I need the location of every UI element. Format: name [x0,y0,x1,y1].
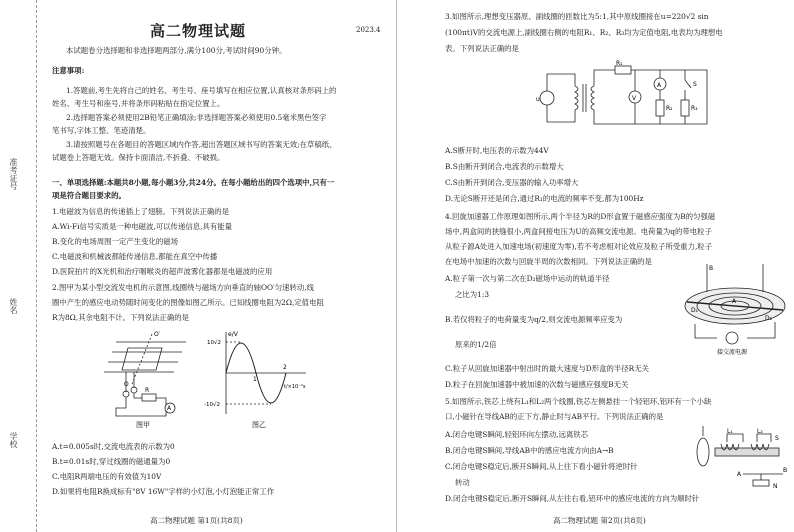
fig-label: A [737,471,742,478]
graph-ylabel: e/V [228,331,238,338]
name-label: 姓名 [9,298,18,314]
q4-option-c: C.粒子从回旋加速器中射出时的最大速度与D形盒的半径R无关 [445,364,649,373]
fig-a-caption: 图甲 [136,421,150,429]
q4-option-d: D.粒子在回旋加速器中被加速的次数与磁感应强度B无关 [445,380,629,389]
q3-stem: 表。下列说法正确的是 [445,44,519,53]
q3-stem: (100πt)V的交流电源上,副线圈右侧的电阻R₁、R₂、R₃均为定值电阻,电表均为理想电 [445,28,723,37]
q5-option-c: C.闭合电键S稳定后,断开S瞬间,从上往下看小磁针将逆时针 [445,462,638,471]
q1-stem: 1.电磁波为信息的传递插上了翅膀。下列说法正确的是 [52,207,230,216]
graph-tick: 1 [253,376,257,383]
fig-label: u [536,96,540,103]
notice-line: 笔书写,字体工整、笔迹清楚。 [52,126,151,135]
q4-option-b-cont: 原来的1/2倍 [455,340,497,349]
magnetic-field-label: B [709,265,714,272]
q4-stem: 在电场中加速的次数与回旋半周的次数相同。下列说法正确的是 [445,257,652,266]
binding-gutter [0,0,37,532]
fig-label: O [124,381,129,388]
q2-stem: R为8Ω,其余电阻不计。下列说法正确的是 [52,313,189,322]
fig-label: A [732,298,737,305]
exam-title: 高二物理试题 [150,22,247,40]
q4-stem: 4.回旋加速器工作原理如图所示,两个半径为R的D形盒置于磁感应强度为B的匀强磁 [445,212,716,221]
notice-line: 3.请按照题号在各题目的答题区域内作答,超出答题区域书写的答案无效;在草稿纸、 [66,140,337,149]
page-footer: 高二物理试题 第1页(共8页) [150,516,243,525]
q2-stem: 2.图甲为某小型交流发电机的示意图,线圈绕与磁场方向垂直的轴OO′匀速转动,线 [52,283,315,292]
fig-label: L₁ [727,428,733,435]
graph-xlabel: t/×10⁻²s [284,384,306,390]
q2-stem: 圈中产生的感应电动势随时间变化的图像如图乙所示。已知线圈电阻为2Ω,定值电阻 [52,298,324,307]
notice-line: 1.答题前,考生先将自己的姓名、考生号、座号填写在相应位置,认真核对条形码上的 [66,86,337,95]
notice-heading: 注意事项: [52,66,85,75]
q4-option-b: B.若仅将粒子的电荷量变为q/2,则交流电源频率应变为 [445,315,623,324]
q4-stem: 场中,两盒间的狭缝很小,两盒间接电压为U的高频交流电源。电荷量为q的带电粒子 [445,227,712,236]
q5-stem: 口,小磁针在导线AB的正下方,静止时与AB平行。下列说法正确的是 [445,412,664,421]
q1-option-c: C.电磁波和机械波都能传递信息,都能在真空中传播 [52,252,218,261]
section-heading: 一、单项选择题:本题共8小题,每小题3分,共24分。在每小题给出的四个选项中,只有一 [52,178,335,187]
fig-label: R₂ [666,105,673,112]
q4-option-a: A.粒子第一次与第二次在D₂磁场中运动的轨道半径 [445,274,610,283]
transformer-circuit [535,60,715,136]
q2-option-b: B.t=0.01s时,穿过线圈的磁通量为0 [52,457,171,466]
q1-option-d: D.医院拍片的X光机和治疗咽喉炎的超声波雾化器都是电磁波的应用 [52,267,273,276]
fig-label: L₂ [757,428,763,435]
q3-stem: 3.如图所示,理想变压器原、副线圈的匝数比为5:1,其中原线圈接在u=220√2 sin [445,12,709,21]
fig-label: R₃ [691,105,698,112]
graph-tick: 2 [283,364,287,371]
emf-time-graph [206,328,310,428]
fig-label: O′ [154,331,161,338]
ammeter-icon: A [167,405,172,412]
switch-label: S [775,435,779,442]
q4-stem: 从粒子源A处进入加速电场(初速度为零),若不考虑相对论效应及粒子所受重力,粒子 [445,242,713,251]
q3-option-d: D.无论S断开还是闭合,通过R₁的电流的频率不变,都为100Hz [445,194,644,203]
q5-option-d: D.闭合电键S稳定后,断开S瞬间,从左往右看,铝环中的感应电流的方向为顺时针 [445,494,700,503]
fig-label: D₁ [691,307,699,314]
q2-option-c: C.电阻R两端电压的有效值为10V [52,472,162,481]
graph-ymax: 10√2 [207,340,222,346]
exam-intro: 本试题卷分选择题和非选择题两部分,满分100分,考试时间90分钟。 [66,46,287,55]
q3-option-c: C.S由断开到闭合,变压器的输入功率增大 [445,178,579,187]
school-label: 学校 [9,432,18,448]
compass-needle-label: N [773,483,778,490]
fig-label: R₁ [616,60,623,67]
q3-option-b: B.S由断开到闭合,电流表的示数增大 [445,162,564,171]
q1-option-b: B.变化的电场周围一定产生变化的磁场 [52,237,179,246]
section-heading: 项是符合题目要求的。 [52,191,126,200]
seat-number-label: 准考证号 [9,158,18,190]
notice-line: 姓名、考生号和座号,并将条形码粘贴在指定位置上。 [52,99,225,108]
q1-option-a: A.Wi-Fi信号实质是一种电磁波,可以传递信息,具有能量 [52,222,233,231]
fig-b-caption: 图乙 [252,421,266,429]
q3-option-a: A.S断开时,电压表的示数为44V [445,146,549,155]
fig-label: D₂ [765,315,773,322]
exam-date: 2023.4 [356,26,381,34]
ammeter-icon: A [657,82,662,89]
notice-line: 2.选择题答案必须使用2B铅笔正确填涂;非选择题答案必须使用0.5毫米黑色签字 [66,113,327,122]
generator-diagram [96,328,200,428]
graph-ymin: -10√2 [204,402,220,408]
q2-option-a: A.t=0.005s时,交流电流表的示数为0 [52,442,175,451]
ac-source-label: 接交流电源 [717,349,748,356]
q5-stem: 5.如图所示,铁芯上绕有L₁和L₂两个线圈,铁芯左侧悬挂一个轻铝环,铝环有一个小缺 [445,397,712,406]
voltmeter-icon: V [632,95,637,102]
q5-option-a: A.闭合电键S瞬间,轻铝环向左摆动,远离铁芯 [445,430,589,439]
fig-label: R [145,387,150,394]
q5-option-b: B.闭合电键S瞬间,导线AB中的感应电流方向由A→B [445,446,614,455]
page-footer: 高二物理试题 第2页(共8页) [553,516,646,525]
q5-option-c-cont: 转动 [455,478,470,487]
cyclotron-diagram [677,262,789,358]
right-page [397,0,794,532]
notice-line: 试题卷上答题无效。保持卡面清洁,不折叠、不破损。 [52,153,225,162]
iron-core-diagram [693,424,789,494]
q4-option-a-cont: 之比为1:3 [455,290,490,299]
q2-option-d: D.如果将电阻R换成标有"8V 16W"字样的小灯泡,小灯泡能正常工作 [52,487,275,496]
switch-label: S [693,81,697,88]
fig-label: B [783,467,788,474]
